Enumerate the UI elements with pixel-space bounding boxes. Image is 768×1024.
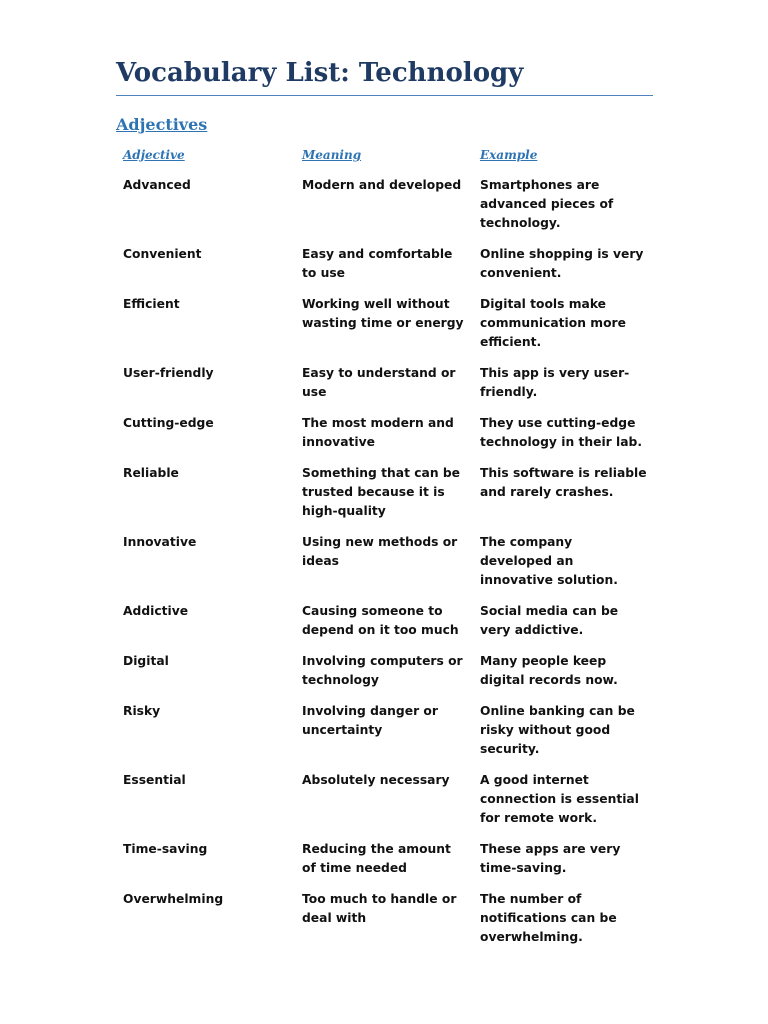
word-cell: Cutting-edge bbox=[123, 416, 214, 430]
meaning-cell: Using new methods or ideas bbox=[302, 535, 458, 568]
meaning-cell: Easy to understand or use bbox=[302, 366, 456, 399]
meaning-cell: Too much to handle or deal with bbox=[302, 892, 457, 925]
example-cell: This software is reliable and rarely crashes. bbox=[480, 466, 647, 499]
table-row bbox=[116, 890, 653, 959]
table-row bbox=[116, 176, 653, 245]
meaning-cell: Involving danger or uncertainty bbox=[302, 704, 438, 737]
table-row bbox=[116, 533, 653, 602]
meaning-cell: Involving computers or technology bbox=[302, 654, 463, 687]
word-cell: Overwhelming bbox=[123, 892, 224, 906]
meaning-cell: Easy and comfortable to use bbox=[302, 247, 453, 280]
table-row bbox=[116, 652, 653, 702]
column-header-meaning: Meaning bbox=[302, 148, 362, 162]
section-heading: Adjectives bbox=[116, 115, 208, 134]
meaning-cell: Something that can be trusted because it is high-quality bbox=[302, 466, 460, 518]
table-row bbox=[116, 602, 653, 652]
vocabulary-table bbox=[116, 144, 653, 959]
example-cell: Many people keep digital records now. bbox=[480, 654, 618, 687]
meaning-cell: Causing someone to depend on it too much bbox=[302, 604, 459, 637]
column-header-example: Example bbox=[480, 148, 538, 162]
word-cell: Time-saving bbox=[123, 842, 208, 856]
word-cell: Digital bbox=[123, 654, 169, 668]
table-row bbox=[116, 295, 653, 364]
word-cell: Essential bbox=[123, 773, 186, 787]
word-cell: Innovative bbox=[123, 535, 197, 549]
meaning-cell: Absolutely necessary bbox=[302, 773, 450, 787]
example-cell: Digital tools make communication more efficient. bbox=[480, 297, 626, 349]
word-cell: Addictive bbox=[123, 604, 189, 618]
example-cell: A good internet connection is essential for remote work. bbox=[480, 773, 639, 825]
meaning-cell: Reducing the amount of time needed bbox=[302, 842, 451, 875]
example-cell: They use cutting-edge technology in their lab. bbox=[480, 416, 642, 449]
example-cell: This app is very user-friendly. bbox=[480, 366, 630, 399]
column-header-adjective: Adjective bbox=[123, 148, 185, 162]
word-cell: Risky bbox=[123, 704, 161, 718]
meaning-cell: Modern and developed bbox=[302, 178, 462, 192]
table-header-row bbox=[116, 144, 653, 176]
example-cell: Online banking can be risky without good security. bbox=[480, 704, 635, 756]
example-cell: These apps are very time-saving. bbox=[480, 842, 621, 875]
meaning-cell: Working well without wasting time or energy bbox=[302, 297, 464, 330]
word-cell: Reliable bbox=[123, 466, 179, 480]
document-page bbox=[116, 56, 653, 959]
word-cell: User-friendly bbox=[123, 366, 214, 380]
example-cell: The number of notifications can be overwhelming. bbox=[480, 892, 617, 944]
word-cell: Efficient bbox=[123, 297, 180, 311]
example-cell: Smartphones are advanced pieces of technology. bbox=[480, 178, 614, 230]
table-row bbox=[116, 245, 653, 295]
table-row bbox=[116, 464, 653, 533]
table-row bbox=[116, 840, 653, 890]
page-title: Vocabulary List: Technology bbox=[116, 56, 653, 96]
word-cell: Convenient bbox=[123, 247, 202, 261]
meaning-cell: The most modern and innovative bbox=[302, 416, 454, 449]
table-row bbox=[116, 771, 653, 840]
table-row bbox=[116, 364, 653, 414]
example-cell: Social media can be very addictive. bbox=[480, 604, 619, 637]
table-row bbox=[116, 702, 653, 771]
example-cell: Online shopping is very convenient. bbox=[480, 247, 644, 280]
example-cell: The company developed an innovative solution. bbox=[480, 535, 618, 587]
table-row bbox=[116, 414, 653, 464]
word-cell: Advanced bbox=[123, 178, 191, 192]
